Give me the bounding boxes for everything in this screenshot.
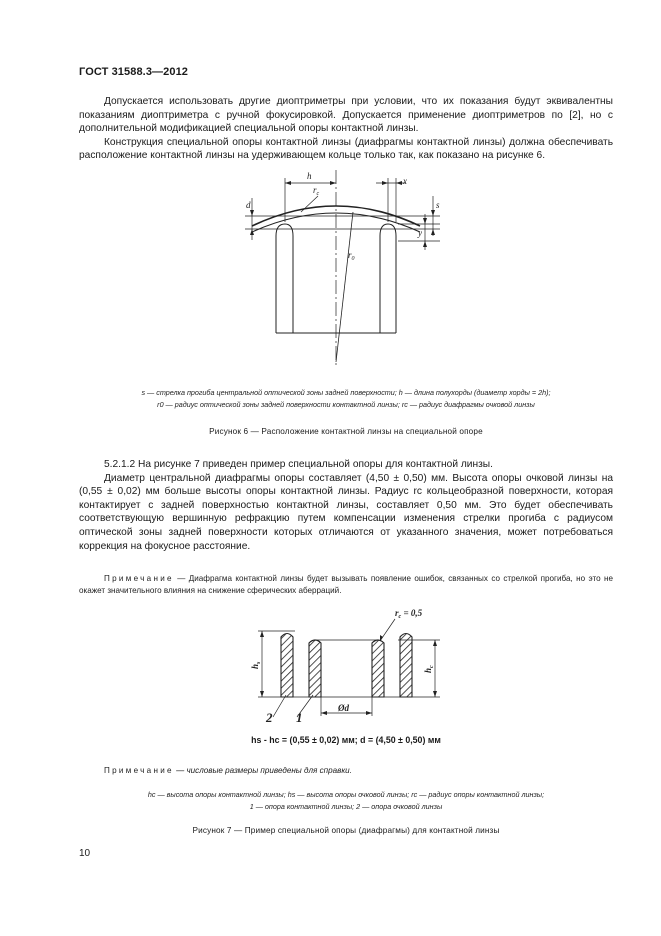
label-rc-value: $r_c = 0,5$ [395,608,423,620]
note-label: Примечание [104,574,174,583]
paragraph: Конструкция специальной опоры контактной линзы (диафрагмы контактной линзы) должна обеспечивать расположение контактной линзы на удерживающем кольце только так, как показано на рисунке 6. [79,136,613,162]
paragraph: Допускается использовать другие диоптриметры при условии, что их показания будут эквивалентны показаниям диоптриметра с ручной фокусировкой. Допускается применение диоптриметров по [2], но с дополнительной модификацией специальной опоры контактной линзы. [79,96,613,135]
paragraph: 5.2.1.2 На рисунке 7 приведен пример специальной опоры для контактной линзы. [104,459,493,470]
contact-support-left [309,640,321,697]
paragraph: Диаметр центральной диафрагмы опоры составляет (4,50 ± 0,50) мм. Высота опоры очковой линзы на (0,55 ± 0,02) мм больше высоты опоры контактной линзы. Радиус rc кольцеобразной поверхности, которая контактирует с задней поверхностью контактной линзы, составляет 0,50 мм. Это будет обеспечивать соответствующую вершинную рефракцию путем компенсации изменения стрелки прогиба с радиусом оптической зоны задней поверхности которых отличаются от указанного значения, может потребоваться коррекция на фокусное расстояние. [79,472,613,552]
note-text: — числовые размеры приведены для справки. [173,766,352,775]
figure-7-formula: hs - hc = (0,55 ± 0,02) мм; d = (4,50 ± 0,50) мм [251,735,441,745]
spectacle-support-right [400,634,412,698]
label-d: d [246,200,251,210]
note-text: — Диафрагма контактной линзы будет вызывать появление ошибок, связанных со стрелкой прогиба, но это не окажет значительного влияния на снижение сферических аберраций. [79,574,613,595]
document-header: ГОСТ 31588.3—2012 [79,66,189,78]
page-number: 10 [79,848,91,859]
label-rc: $r_c$ [313,185,320,197]
label-hc: $h_c$ [423,665,435,673]
label-r0: $r_0$ [348,250,355,262]
label-2: 2 [266,710,273,725]
legend-line: hc — высота опоры контактной линзы; hs — высота опоры очковой линзы; rc — радиус опоры контактной линзы; [147,790,545,799]
figure-7-caption: Рисунок 7 — Пример специальной опоры (диафрагмы) для контактной линзы [192,826,500,835]
spectacle-support-left [281,634,293,698]
label-h: h [307,171,312,181]
note-label: Примечание [104,766,174,775]
label-diameter: Ød [338,703,349,713]
label-hs: $h_s$ [250,661,262,669]
label-1: 1 [296,710,303,725]
legend-line: 1 — опора контактной линзы; 2 — опора очковой линзы [249,801,443,811]
legend-line: s — стрелка прогиба центральной оптической зоны задней поверхности; h — длина полухорды (диаметр хорды = 2h); [141,388,551,397]
legend-line: r0 — радиус оптической зоны задней поверхности контактной линзы; rc — радиус диафрагмы очковой линзы [157,399,535,409]
note-2 [79,765,613,777]
figure-7-legend [79,789,613,812]
label-s: s [436,200,440,210]
contact-support-right [372,640,384,697]
label-y: y [418,228,422,238]
label-x: x [403,176,407,186]
figure-6-caption: Рисунок 6 — Расположение контактной линзы на специальной опоре [209,427,483,436]
